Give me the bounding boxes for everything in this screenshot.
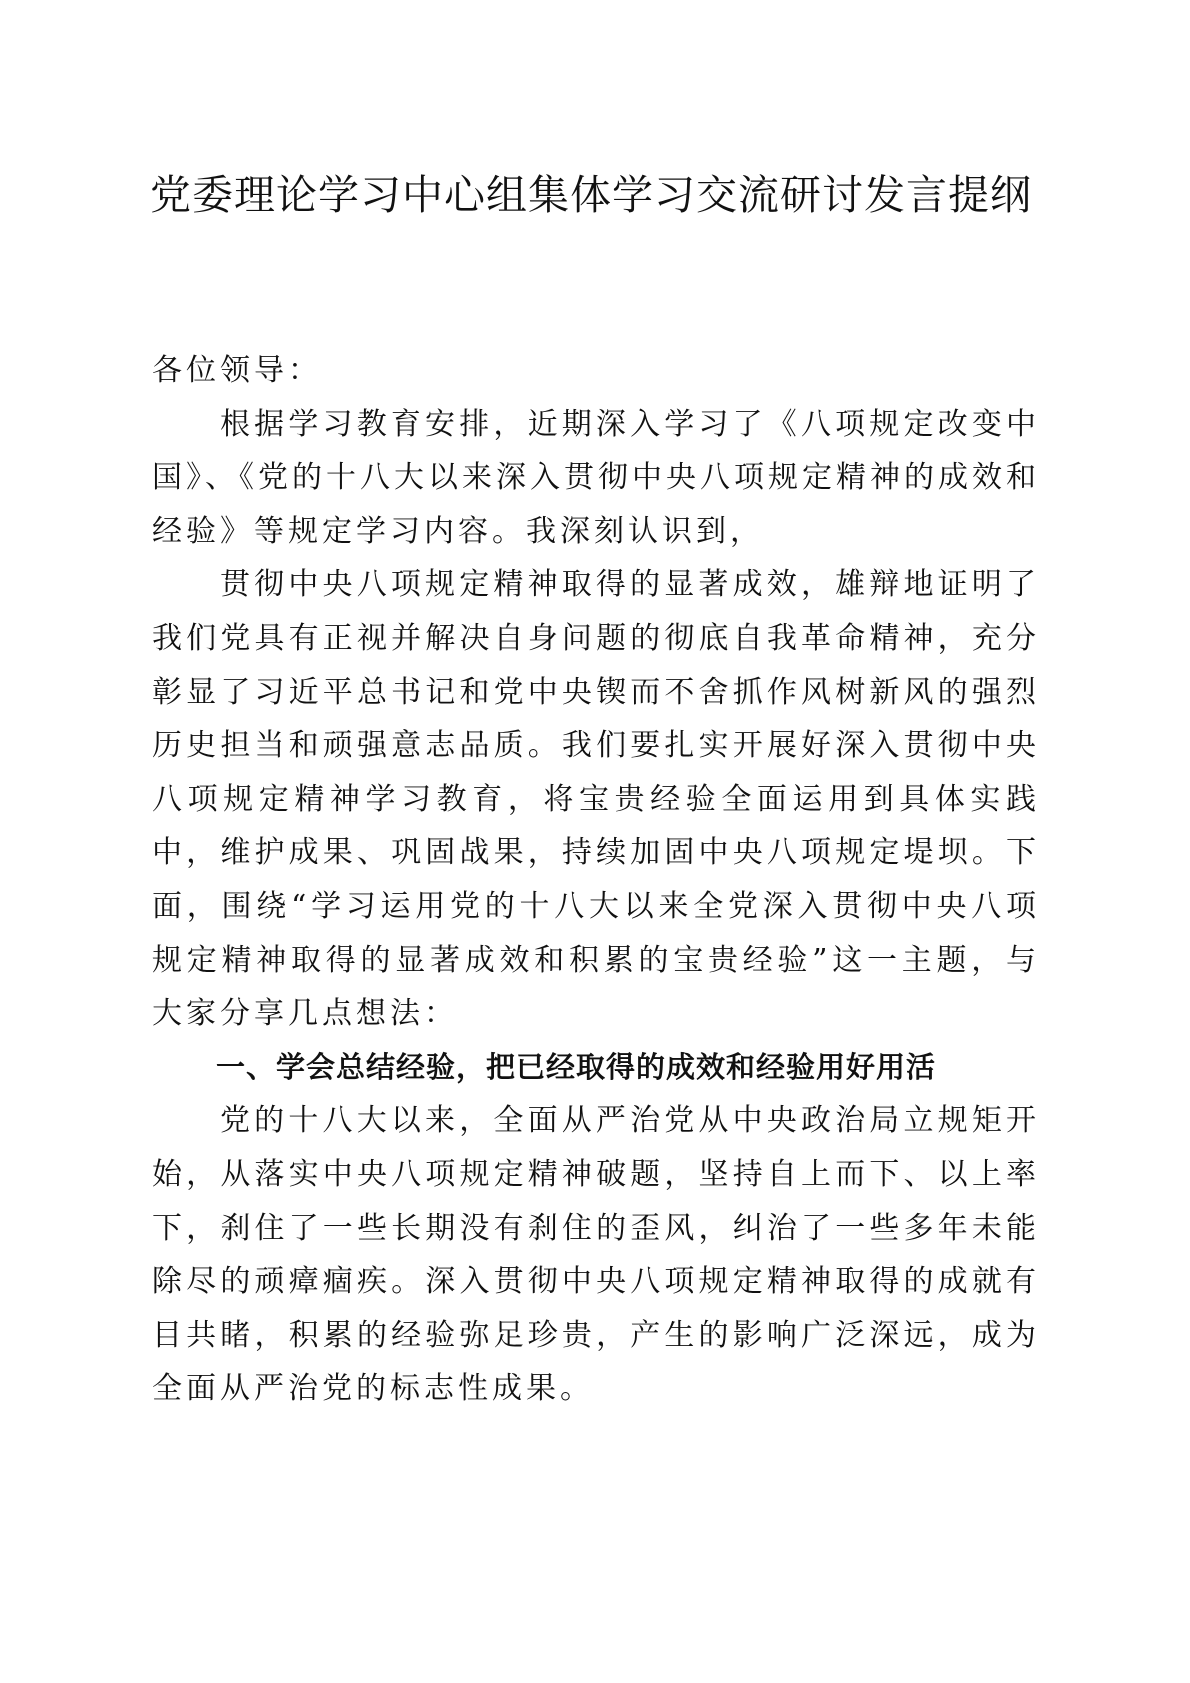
document-body bbox=[152, 344, 1040, 1416]
document-title: 党委理论学习中心组集体学习交流研讨发言提纲 bbox=[150, 171, 1032, 219]
section-heading-1: 一、学会总结经验，把已经取得的成效和经验用好用活 bbox=[216, 1049, 937, 1084]
paragraph-intro: 根据学习教育安排，近期深入学习了《八项规定改变中国》、《党的十八大以来深入贯彻中央八项规定精神的成效和经验》等规定学习内容。我深刻认识到， bbox=[152, 406, 1040, 549]
salutation: 各位领导： bbox=[152, 353, 322, 388]
paragraph-main: 贯彻中央八项规定精神取得的显著成效，雄辩地证明了我们党具有正视并解决自身问题的彻底自我革命精神，充分彰显了习近平总书记和党中央锲而不舍抓作风树新风的强烈历史担当和顽强意志品质。我们要扎实开展好深入贯彻中央八项规定精神学习教育，将宝贵经验全面运用到具体实践中，维护成果、巩固战果，持续加固中央八项规定堤坝。下面，围绕“学习运用党的十八大以来全党深入贯彻中央八项规定精神取得的显著成效和积累的宝贵经验”这一主题，与大家分享几点想法： bbox=[152, 567, 1040, 1032]
section-paragraph-1: 党的十八大以来，全面从严治党从中央政治局立规矩开始，从落实中央八项规定精神破题，坚持自上而下、以上率下，刹住了一些长期没有刹住的歪风，纠治了一些多年未能除尽的顽瘴痼疾。深入贯彻中央八项规定精神取得的成就有目共睹，积累的经验弥足珍贵，产生的影响广泛深远，成为全面从严治党的标志性成果。 bbox=[152, 1103, 1040, 1407]
